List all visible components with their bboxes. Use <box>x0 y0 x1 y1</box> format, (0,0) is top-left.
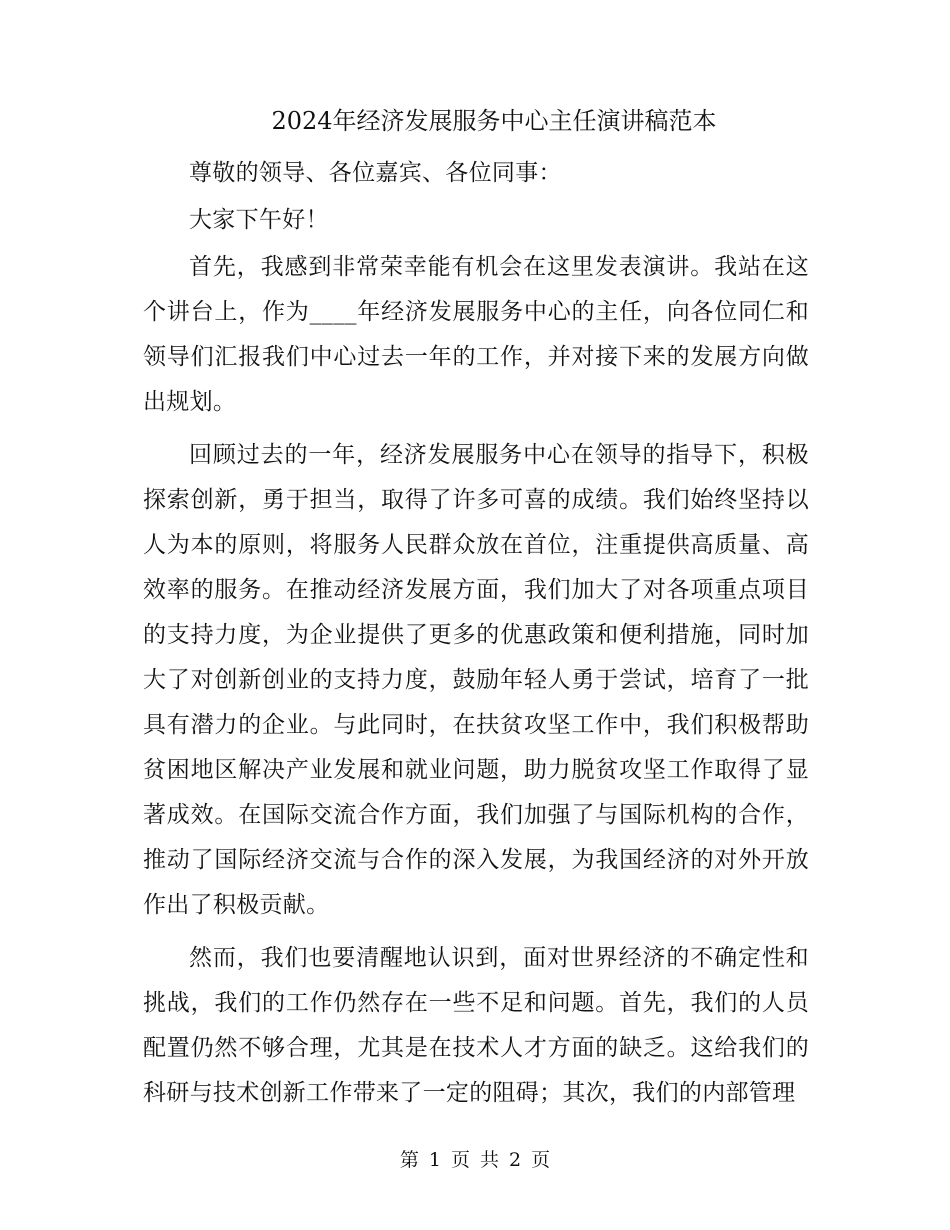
document-title: 2024年经济发展服务中心主任演讲稿范本 <box>271 107 717 135</box>
salutation-paragraph: 尊敬的领导、各位嘉宾、各位同事： <box>189 160 562 186</box>
document-body <box>143 103 809 1124</box>
intro-paragraph: 首先，我感到非常荣幸能有机会在这里发表演讲。我站在这个讲台上，作为____年经济发展服务中心的主任，向各位同仁和领导们汇报我们中心过去一年的工作，并对接下来的发展方向做出规划。 <box>143 254 809 415</box>
problems-paragraph: 然而，我们也要清醒地认识到，面对世界经济的不确定性和挑战，我们的工作仍然存在一些不足和问题。首先，我们的人员配置仍然不够合理，尤其是在技术人才方面的缺乏。这给我们的科研与技术创新工作带来了一定的阻碍；其次，我们的内部管理 <box>143 945 809 1106</box>
greeting-paragraph: 大家下午好！ <box>189 207 329 233</box>
page-footer: 第 1 页 共 2 页 <box>399 1149 551 1171</box>
review-paragraph: 回顾过去的一年，经济发展服务中心在领导的指导下，积极探索创新，勇于担当，取得了许多可喜的成绩。我们始终坚持以人为本的原则，将服务人民群众放在首位，注重提供高质量、高效率的服务。在推动经济发展方面，我们加大了对各项重点项目的支持力度，为企业提供了更多的优惠政策和便利措施，同时加大了对创新创业的支持力度，鼓励年轻人勇于尝试，培育了一批具有潜力的企业。与此同时，在扶贫攻坚工作中，我们积极帮助贫困地区解决产业发展和就业问题，助力脱贫攻坚工作取得了显著成效。在国际交流合作方面，我们加强了与国际机构的合作，推动了国际经济交流与合作的深入发展，为我国经济的对外开放作出了积极贡献。 <box>143 442 809 918</box>
